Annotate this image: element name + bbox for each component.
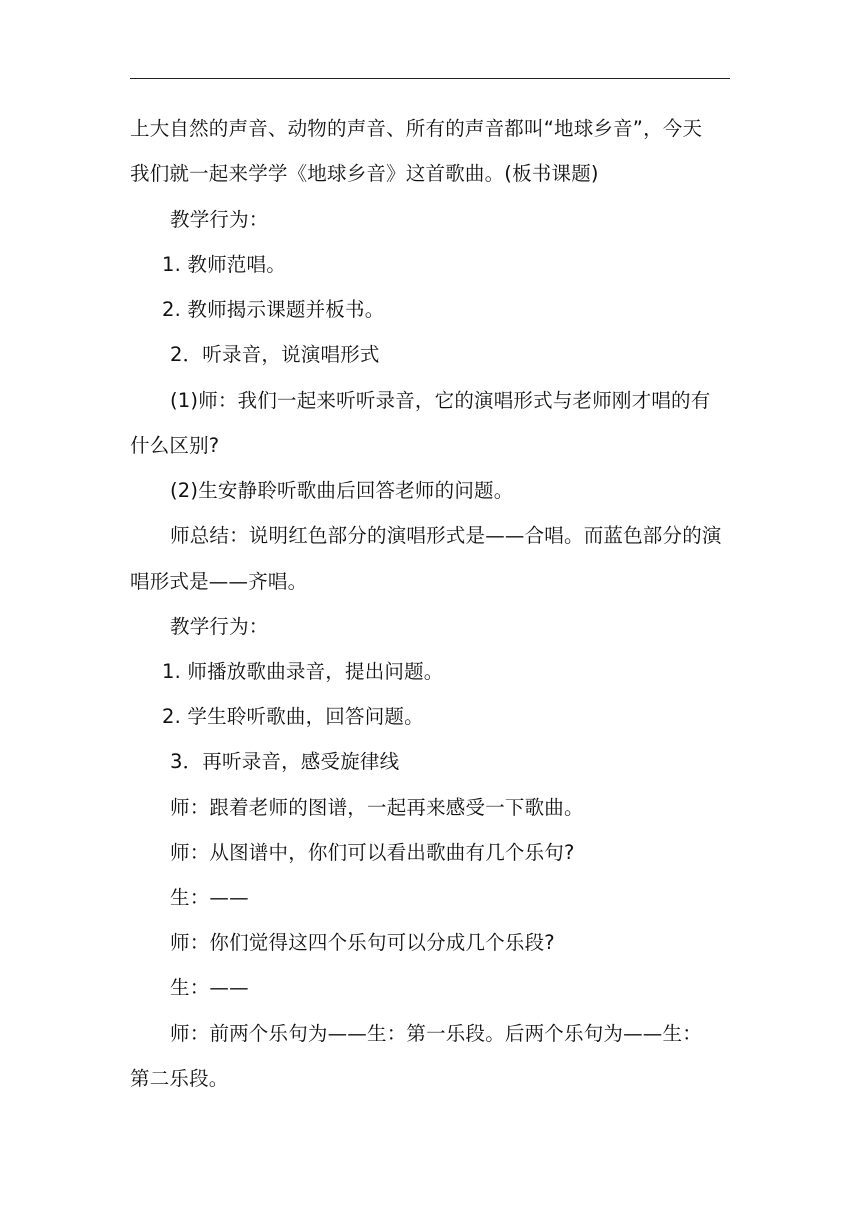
section-label: 教学行为： [170,208,269,231]
section-label: 教学行为： [170,615,269,638]
paragraph-line: 什么区别? [130,434,220,457]
section-heading: 2．听录音，说演唱形式 [170,343,380,366]
paragraph-line: 第二乐段。 [130,1067,229,1090]
list-item: 2. 学生聆听歌曲，回答问题。 [162,705,424,728]
paragraph-line: (1)师：我们一起来听听录音，它的演唱形式与老师刚才唱的有 [170,389,711,412]
list-item: 1. 教师范唱。 [162,253,286,276]
paragraph-line: 上大自然的声音、动物的声音、所有的声音都叫“地球乡音”，今天 [130,117,703,140]
header-rule [130,78,730,79]
paragraph-line: 师：前两个乐句为——生：第一乐段。后两个乐句为——生： [170,1022,702,1045]
paragraph-line: (2)生安静聆听歌曲后回答老师的问题。 [170,479,514,502]
paragraph-line: 师：跟着老师的图谱，一起再来感受一下歌曲。 [170,796,584,819]
paragraph-line: 师总结：说明红色部分的演唱形式是——合唱。而蓝色部分的演 [170,524,722,547]
paragraph-line: 生：—— [170,886,249,909]
list-item: 1. 师播放歌曲录音，提出问题。 [162,660,444,683]
paragraph-line: 唱形式是——齐唱。 [130,570,308,593]
paragraph-line: 我们就一起来学学《地球乡音》这首歌曲。(板书课题) [130,162,599,185]
list-item: 2. 教师揭示课题并板书。 [162,298,385,321]
paragraph-line: 师：你们觉得这四个乐句可以分成几个乐段? [170,931,555,954]
section-heading: 3．再听录音，感受旋律线 [170,750,400,773]
paragraph-line: 生：—— [170,976,249,999]
paragraph-line: 师：从图谱中，你们可以看出歌曲有几个乐句? [170,841,575,864]
